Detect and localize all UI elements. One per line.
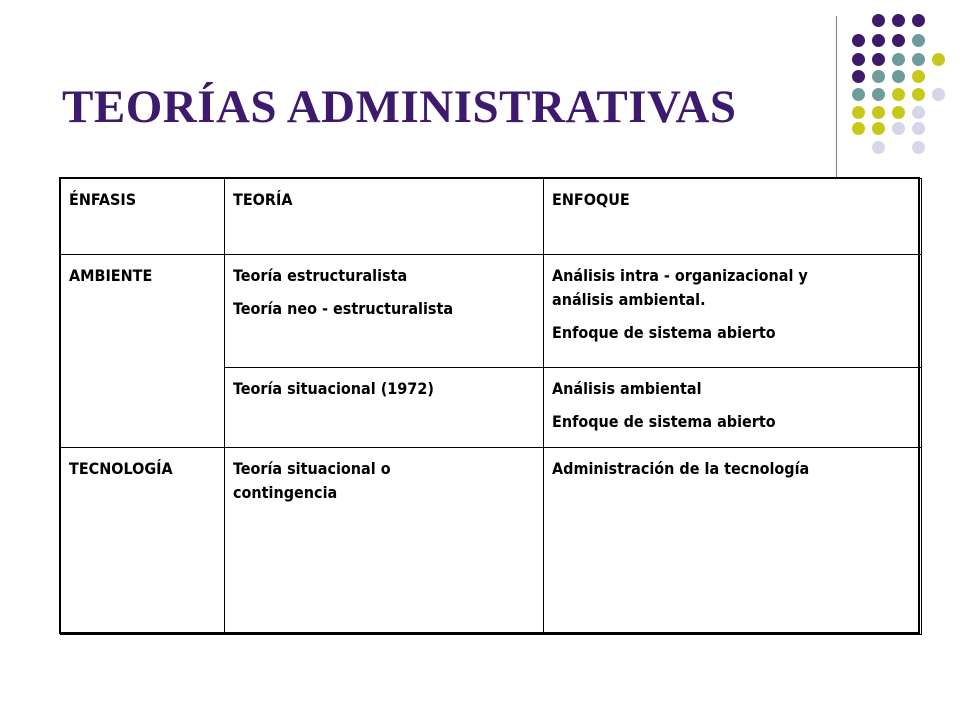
cell-enfoque — [544, 448, 922, 635]
cell-enfoque — [544, 368, 922, 448]
cell-text: contingencia — [233, 483, 338, 502]
cell-text: Enfoque de sistema abierto — [552, 412, 776, 431]
table-header-row — [61, 179, 922, 255]
decorative-dot — [892, 34, 905, 47]
decorative-dot — [892, 106, 905, 119]
decorative-dot — [852, 88, 865, 101]
decorative-dot — [912, 122, 925, 135]
decorative-dot — [872, 122, 885, 135]
header-enfoque: ENFOQUE — [544, 179, 922, 255]
cell-text: Teoría situacional (1972) — [233, 379, 434, 398]
table-row — [61, 448, 922, 635]
decorative-dot — [912, 14, 925, 27]
decorative-dot — [912, 70, 925, 83]
cell-enfasis-tecnologia: TECNOLOGÍA — [61, 448, 225, 635]
cell-text: Análisis intra - organizacional y — [552, 266, 808, 285]
decorative-dot — [872, 53, 885, 66]
decorative-dot — [852, 70, 865, 83]
cell-text: Administración de la tecnología — [552, 459, 810, 478]
decorative-dot — [852, 106, 865, 119]
cell-text: Teoría estructuralista — [233, 266, 408, 285]
decorative-dot — [932, 53, 945, 66]
decorative-dot — [852, 53, 865, 66]
cell-teoria — [225, 368, 544, 448]
cell-text: Análisis ambiental — [552, 379, 702, 398]
cell-text: Teoría neo - estructuralista — [233, 299, 454, 318]
decorative-dot — [892, 70, 905, 83]
cell-text: Enfoque de sistema abierto — [552, 323, 776, 342]
cell-text: análisis ambiental. — [552, 290, 706, 309]
cell-teoria — [225, 255, 544, 368]
header-enfasis: ÉNFASIS — [61, 179, 225, 255]
decorative-dot — [912, 88, 925, 101]
decorative-dot — [892, 88, 905, 101]
decorative-dot — [912, 53, 925, 66]
header-teoria: TEORÍA — [225, 179, 544, 255]
divider-line — [836, 16, 837, 178]
decorative-dot — [932, 88, 945, 101]
decorative-dot — [852, 34, 865, 47]
decorative-dot — [872, 88, 885, 101]
decorative-dot — [892, 122, 905, 135]
decorative-dot — [872, 14, 885, 27]
cell-enfasis-ambiente: AMBIENTE — [61, 255, 225, 448]
table-row — [61, 255, 922, 368]
decorative-dot — [892, 14, 905, 27]
decorative-dot — [912, 141, 925, 154]
decorative-dot — [872, 141, 885, 154]
decorative-dot — [872, 70, 885, 83]
slide-title: TEORÍAS ADMINISTRATIVAS — [62, 81, 737, 133]
decorative-dot — [892, 53, 905, 66]
cell-teoria — [225, 448, 544, 635]
decorative-dot — [872, 34, 885, 47]
cell-text: Teoría situacional o — [233, 459, 391, 478]
decorative-dot — [852, 122, 865, 135]
cell-enfoque — [544, 255, 922, 368]
decorative-dot — [912, 106, 925, 119]
theories-table — [60, 178, 922, 635]
decorative-dot — [872, 106, 885, 119]
decorative-dot — [912, 34, 925, 47]
